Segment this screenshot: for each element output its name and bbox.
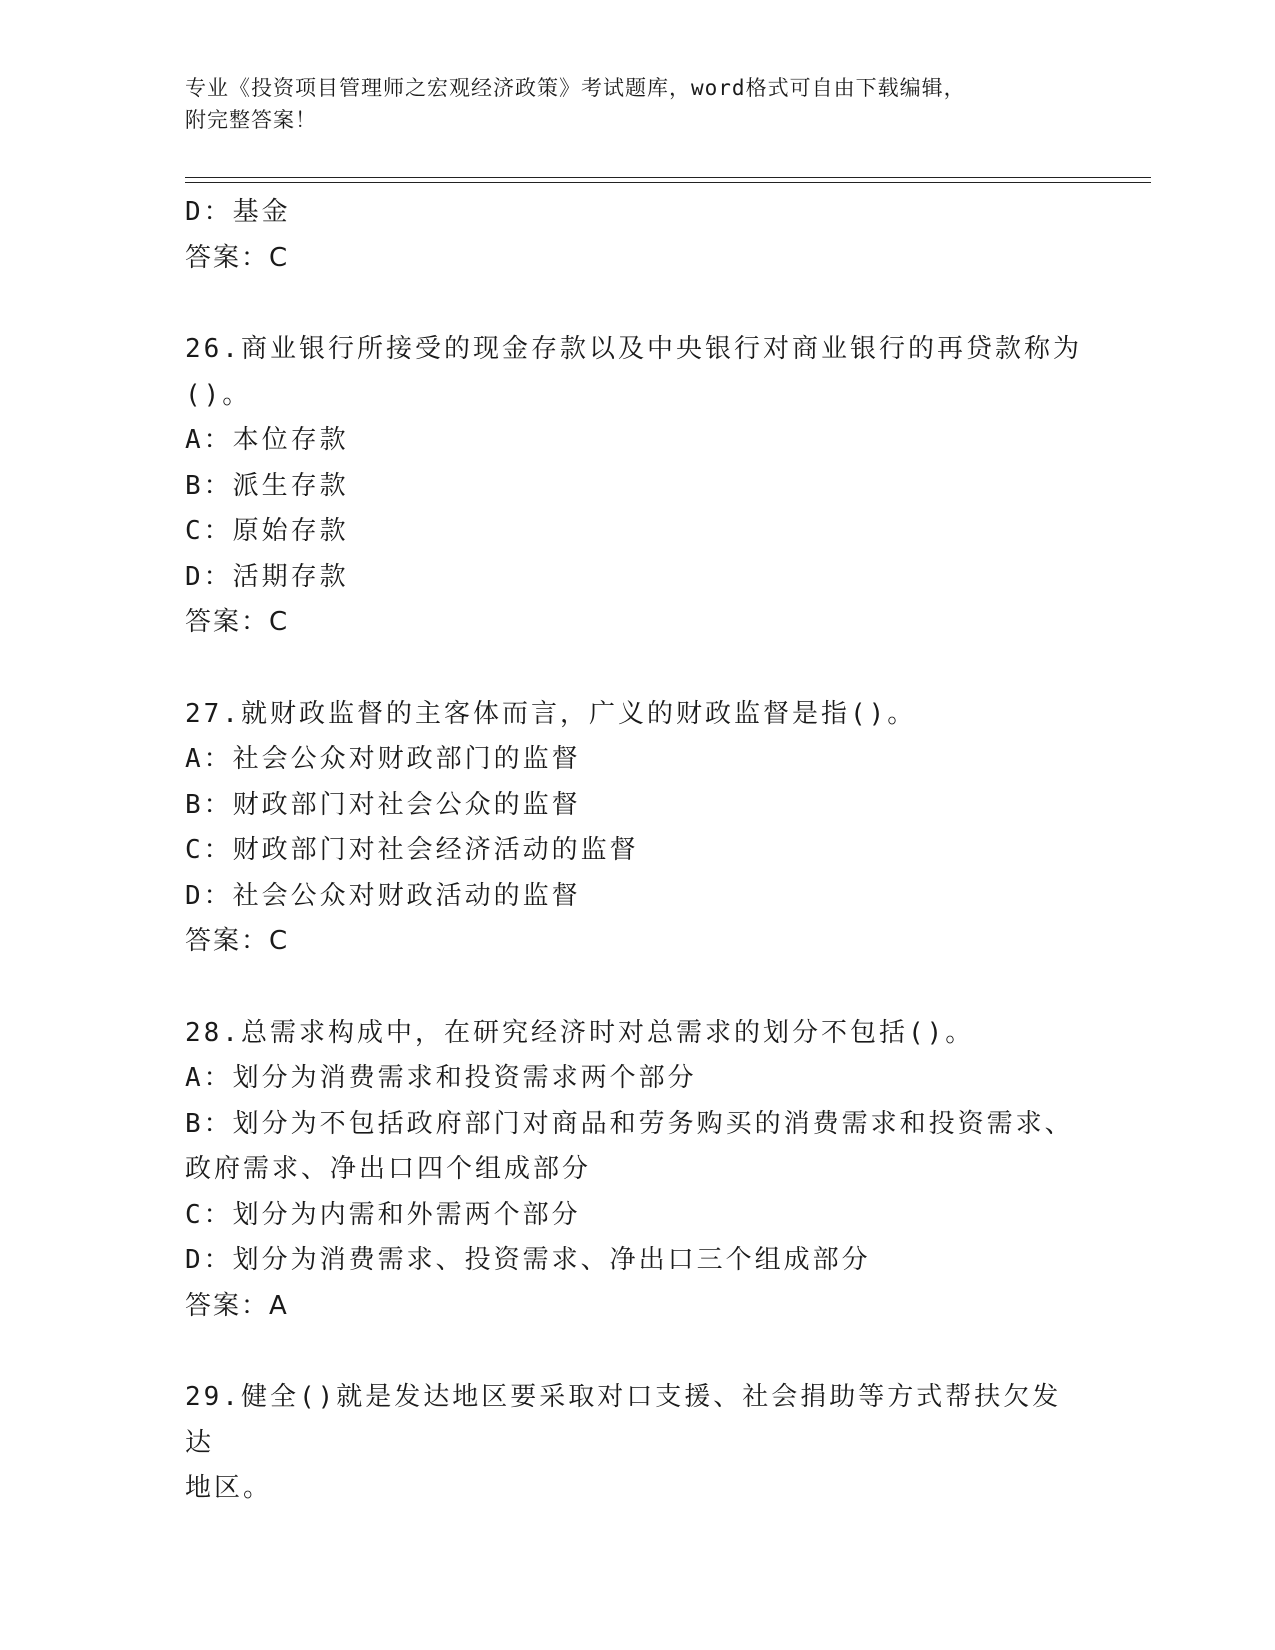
document-header [185,72,1085,136]
option-c: C：原始存款 [185,516,349,546]
header-line-1: 专业《投资项目管理师之宏观经济政策》考试题库，word格式可自由下载编辑， [185,76,966,100]
header-divider-top [185,177,1151,178]
answer-label: 答案： [185,242,270,273]
header-line-2: 附完整答案！ [185,108,317,132]
header-divider-bottom [185,182,1151,183]
answer-label: 答案： [185,607,270,637]
answer-value: A [269,1290,288,1321]
answer-line [185,236,1085,282]
answer-line [185,600,1085,646]
option-a: A：本位存款 [185,425,349,455]
question-26 [185,327,1085,646]
option-b: B：派生存款 [185,470,349,501]
answer-label: 答案： [185,926,270,956]
option-c: C：财政部门对社会经济活动的监督 [185,835,639,865]
question-text-line-2: 地区。 [185,1473,273,1503]
question-27 [185,692,1085,965]
prev-question-tail [185,190,1085,281]
option-d: D：划分为消费需求、投资需求、净出口三个组成部分 [185,1245,871,1275]
question-text [185,692,1085,738]
question-text-line-1: 28.总需求构成中，在研究经济时对总需求的划分不包括()。 [185,1017,975,1048]
option-b: B：划分为不包括政府部门对商品和劳务购买的消费需求和投资需求、 [185,1108,1074,1139]
question-text [185,1375,1085,1512]
option-d: D：基金 [185,197,291,227]
question-text-line-1: 27.就财政监督的主客体而言，广义的财政监督是指()。 [185,698,917,729]
question-text-line-1: 29.健全()就是发达地区要采取对口支援、社会捐助等方式帮扶欠发达 [185,1382,1062,1458]
answer-line [185,919,1085,965]
option-c: C：划分为内需和外需两个部分 [185,1199,581,1230]
question-text [185,1011,1085,1057]
option-a: A：划分为消费需求和投资需求两个部分 [185,1063,697,1093]
question-28 [185,1011,1085,1330]
option-b: B：财政部门对社会公众的监督 [185,789,581,820]
answer-value: C [269,926,289,956]
answer-value: C [269,242,289,273]
question-text-line-1: 26.商业银行所接受的现金存款以及中央银行对商业银行的再贷款称为 [185,334,1082,364]
answer-line [185,1284,1085,1330]
question-list [185,190,1085,1512]
option-d: D：社会公众对财政活动的监督 [185,880,581,911]
answer-label: 答案： [185,1290,270,1321]
question-29 [185,1375,1085,1512]
answer-value: C [269,607,289,637]
question-text-line-2: ()。 [185,379,252,410]
option-b-continued: 政府需求、净出口四个组成部分 [185,1154,592,1184]
option-d: D：活期存款 [185,561,349,592]
option-a: A：社会公众对财政部门的监督 [185,744,581,774]
question-text [185,327,1085,418]
